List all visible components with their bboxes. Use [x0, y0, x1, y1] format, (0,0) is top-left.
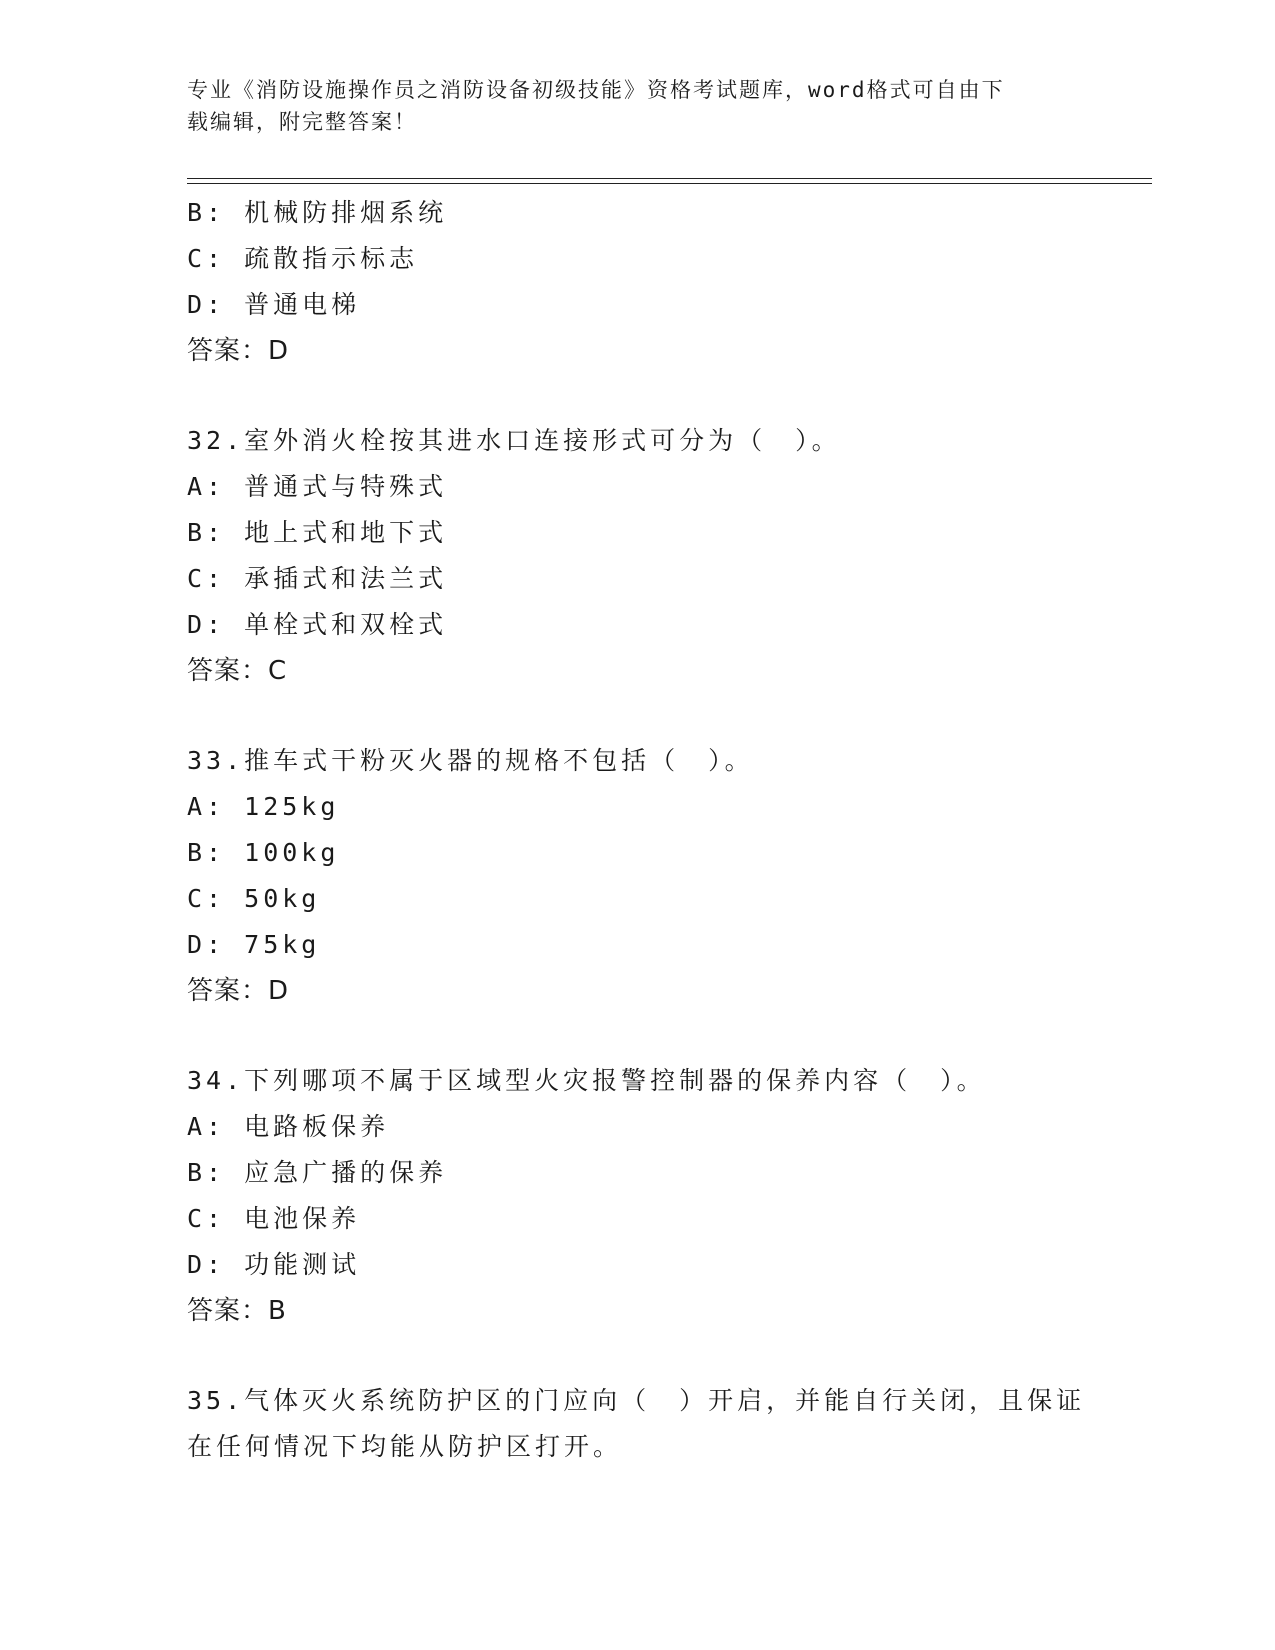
option-d: D: 普通电梯	[187, 290, 361, 319]
answer-label: 答案：C	[187, 656, 288, 686]
option-a: A: 电路板保养	[187, 1112, 390, 1141]
option-d: D: 单栓式和双栓式	[187, 610, 448, 639]
header-divider-bottom	[187, 183, 1152, 184]
header-divider-top	[187, 178, 1152, 179]
document-header	[187, 74, 1087, 138]
option-c: C: 承插式和法兰式	[187, 564, 448, 593]
option-a: A: 125kg	[187, 792, 340, 821]
question-32	[187, 418, 1137, 694]
question-31-continued	[187, 190, 1137, 374]
question-stem-line-1: 35.气体灭火系统防护区的门应向（ ）开启，并能自行关闭，且保证	[187, 1386, 1086, 1415]
header-line-2: 载编辑，附完整答案！	[187, 110, 417, 134]
option-b: B: 100kg	[187, 838, 340, 867]
option-b: B: 机械防排烟系统	[187, 198, 448, 227]
option-b: B: 应急广播的保养	[187, 1158, 448, 1187]
option-c: C: 电池保养	[187, 1204, 361, 1233]
header-line-1: 专业《消防设施操作员之消防设备初级技能》资格考试题库，word格式可自由下	[187, 78, 1005, 102]
option-c: C: 疏散指示标志	[187, 244, 419, 273]
question-stem: 32.室外消火栓按其进水口连接形式可分为（ ）。	[187, 426, 841, 455]
question-35	[187, 1378, 1137, 1470]
answer-label: 答案：B	[187, 1296, 287, 1326]
question-stem: 34.下列哪项不属于区域型火灾报警控制器的保养内容（ ）。	[187, 1066, 986, 1095]
question-list	[187, 190, 1137, 1470]
question-stem: 33.推车式干粉灭火器的规格不包括（ ）。	[187, 746, 754, 775]
answer-label: 答案：D	[187, 976, 290, 1006]
option-b: B: 地上式和地下式	[187, 518, 448, 547]
option-a: A: 普通式与特殊式	[187, 472, 448, 501]
option-d: D: 功能测试	[187, 1250, 361, 1279]
question-stem-line-2: 在任何情况下均能从防护区打开。	[187, 1432, 623, 1461]
option-d: D: 75kg	[187, 930, 321, 959]
answer-label: 答案：D	[187, 336, 290, 366]
option-c: C: 50kg	[187, 884, 321, 913]
question-33	[187, 738, 1137, 1014]
question-34	[187, 1058, 1137, 1334]
